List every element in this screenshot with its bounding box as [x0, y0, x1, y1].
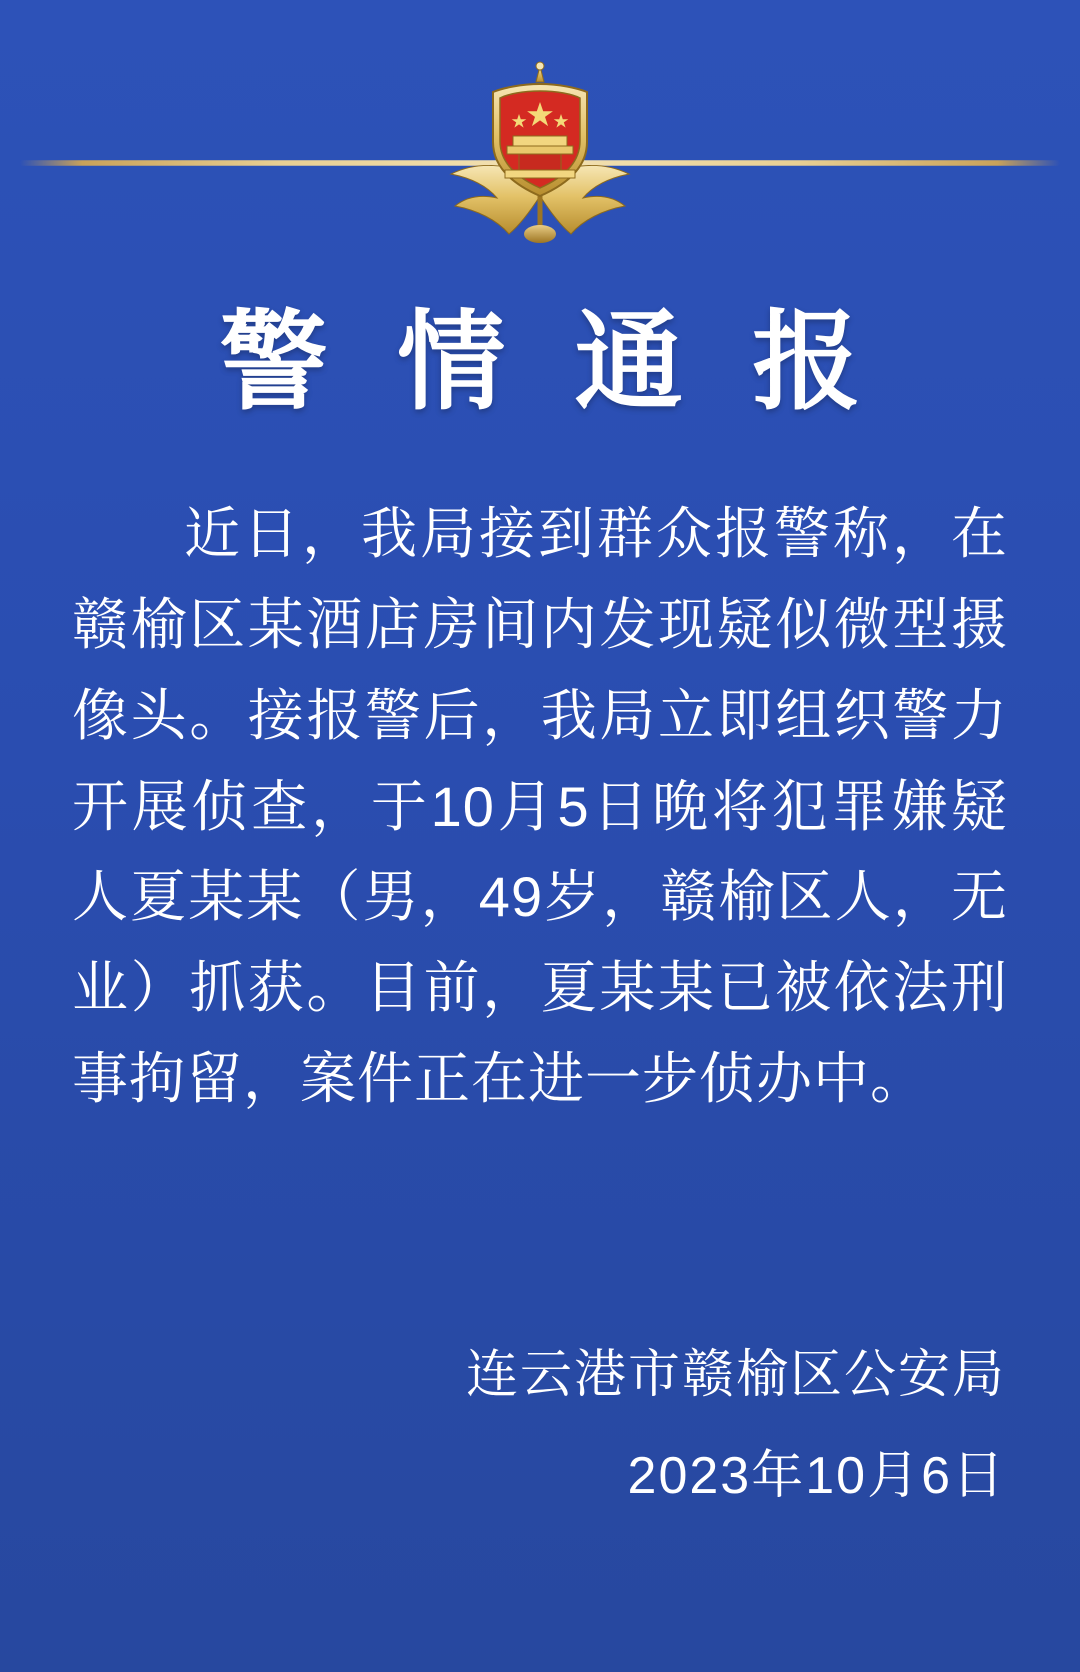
- notice-body: 近日，我局接到群众报警称，在赣榆区某酒店房间内发现疑似微型摄像头。接报警后，我局立即组织警力开展侦查，于10月5日晚将犯罪嫌疑人夏某某（男，49岁，赣榆区人，无业）抓获。目前，夏某某已被依法刑事拘留，案件正在进一步侦办中。: [72, 502, 1008, 1110]
- signature-block: [0, 1330, 1006, 1522]
- issuing-authority: 连云港市赣榆区公安局: [465, 1346, 1006, 1404]
- page-title: 警 情 通 报: [219, 300, 877, 425]
- china-police-badge-icon: [435, 58, 645, 243]
- issue-date: 2023年10月6日: [627, 1447, 1006, 1505]
- emblem-band: [0, 0, 1080, 270]
